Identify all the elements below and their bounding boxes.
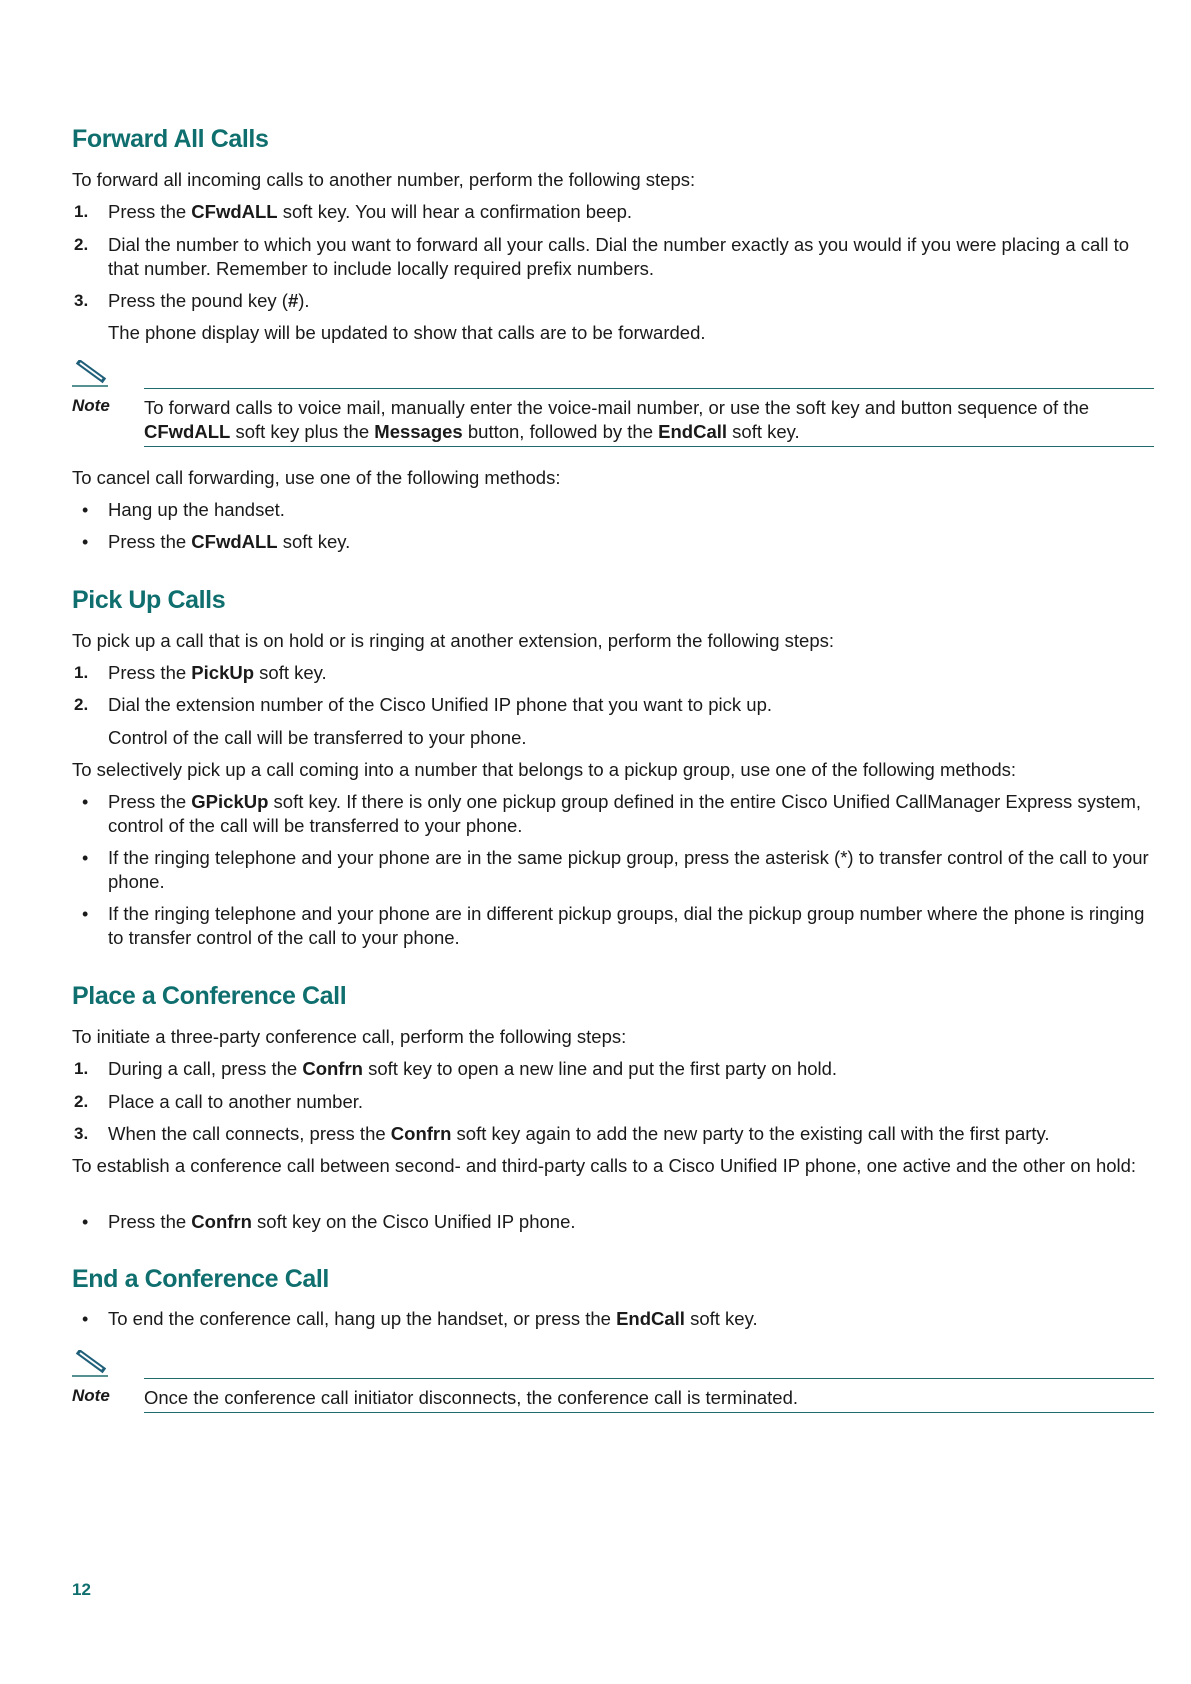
bullet-text: Press the CFwdALL soft key. <box>108 531 351 552</box>
step-text: Press the PickUp soft key. <box>108 662 327 683</box>
bullet-text: To end the conference call, hang up the handset, or press the EndCall soft key. <box>108 1308 758 1329</box>
pickup-group-item-2 <box>72 846 1154 894</box>
step-number: 1. <box>74 1059 89 1078</box>
pickup-step-2 <box>72 693 1154 717</box>
forward-step-2 <box>72 233 1154 281</box>
note-top-rule <box>144 1378 1154 1379</box>
conference-establish-item-1 <box>72 1210 1154 1234</box>
note-bottom-rule <box>144 446 1154 447</box>
step-text: Place a call to another number. <box>108 1091 364 1112</box>
forward-intro: To forward all incoming calls to another number, perform the following steps: <box>72 169 696 190</box>
pickup-group-item-3 <box>72 902 1154 950</box>
note-top-rule <box>144 388 1154 389</box>
bullet-icon: • <box>82 848 89 868</box>
cancel-intro: To cancel call forwarding, use one of the following methods: <box>72 467 561 488</box>
pickup-intro: To pick up a call that is on hold or is ringing at another extension, perform the following steps: <box>72 630 835 651</box>
step-text: Press the pound key (#). <box>108 290 310 311</box>
bullet-text: Press the GPickUp soft key. If there is only one pickup group defined in the entire Cisco Unified CallManager Express system, control of the call will be transferred to your phone. <box>108 791 1142 836</box>
cancel-item-2 <box>72 530 1154 554</box>
step-text: Dial the number to which you want to forward all your calls. Dial the number exactly as you would if you were placing a call to that number. Remember to include locally required prefix numbers. <box>108 234 1130 279</box>
step-number: 1. <box>74 202 89 221</box>
bullet-icon: • <box>82 1309 89 1329</box>
conference-step-2 <box>72 1090 1154 1114</box>
step-text: Press the CFwdALL soft key. You will hear a confirmation beep. <box>108 201 633 222</box>
section-heading-place-conference-call: Place a Conference Call <box>72 982 347 1010</box>
end-conference-item-1 <box>72 1307 1154 1331</box>
bullet-icon: • <box>82 792 89 812</box>
step-text: During a call, press the Confrn soft key to open a new line and put the first party on hold. <box>108 1058 838 1079</box>
forward-step-3-result: The phone display will be updated to show that calls are to be forwarded. <box>108 322 706 343</box>
note-label: Note <box>72 1386 110 1405</box>
note-label: Note <box>72 396 110 415</box>
pickup-group-intro: To selectively pick up a call coming into a number that belongs to a pickup group, use one of the following methods: <box>72 759 1017 780</box>
note-text: To forward calls to voice mail, manually enter the voice-mail number, or use the soft key and button sequence of the CFwdALL soft key plus the Messages button, followed by the EndCall soft key. <box>144 397 1090 442</box>
bullet-icon: • <box>82 500 89 520</box>
bullet-text: Press the Confrn soft key on the Cisco Unified IP phone. <box>108 1211 576 1232</box>
pickup-group-item-1 <box>72 790 1154 838</box>
step-number: 2. <box>74 235 89 254</box>
bullet-text: If the ringing telephone and your phone are in the same pickup group, press the asterisk (*) to transfer control of the call to your phone. <box>108 847 1149 892</box>
conference-step-1 <box>72 1057 1154 1081</box>
pickup-step-2-result: Control of the call will be transferred to your phone. <box>108 727 527 748</box>
bullet-icon: • <box>82 904 89 924</box>
note-text: Once the conference call initiator disconnects, the conference call is terminated. <box>144 1387 799 1408</box>
page-number: 12 <box>72 1580 91 1599</box>
pencil-note-icon <box>72 1350 108 1378</box>
step-number: 2. <box>74 1092 89 1111</box>
conference-intro: To initiate a three-party conference call, perform the following steps: <box>72 1026 627 1047</box>
step-number: 1. <box>74 663 89 682</box>
bullet-icon: • <box>82 532 89 552</box>
step-number: 2. <box>74 695 89 714</box>
section-heading-end-conference-call: End a Conference Call <box>72 1265 329 1293</box>
conference-step-3 <box>72 1122 1154 1146</box>
pickup-step-1 <box>72 661 1154 685</box>
step-text: When the call connects, press the Confrn soft key again to add the new party to the existing call with the first party. <box>108 1123 1050 1144</box>
step-number: 3. <box>74 1124 89 1143</box>
pencil-note-icon <box>72 360 108 388</box>
bullet-text: Hang up the handset. <box>108 499 285 520</box>
section-heading-forward-all-calls: Forward All Calls <box>72 125 269 153</box>
step-number: 3. <box>74 291 89 310</box>
step-text: Dial the extension number of the Cisco Unified IP phone that you want to pick up. <box>108 694 772 715</box>
cancel-item-1 <box>72 498 1154 522</box>
section-heading-pick-up-calls: Pick Up Calls <box>72 586 226 614</box>
forward-step-1 <box>72 200 1154 224</box>
bullet-icon: • <box>82 1212 89 1232</box>
conference-establish-intro: To establish a conference call between second- and third-party calls to a Cisco Unified IP phone, one active and the other on hold: <box>72 1155 1137 1176</box>
forward-step-3 <box>72 289 1154 313</box>
note-bottom-rule <box>144 1412 1154 1413</box>
bullet-text: If the ringing telephone and your phone are in different pickup groups, dial the pickup group number where the phone is ringing to transfer control of the call to your phone. <box>108 903 1145 948</box>
